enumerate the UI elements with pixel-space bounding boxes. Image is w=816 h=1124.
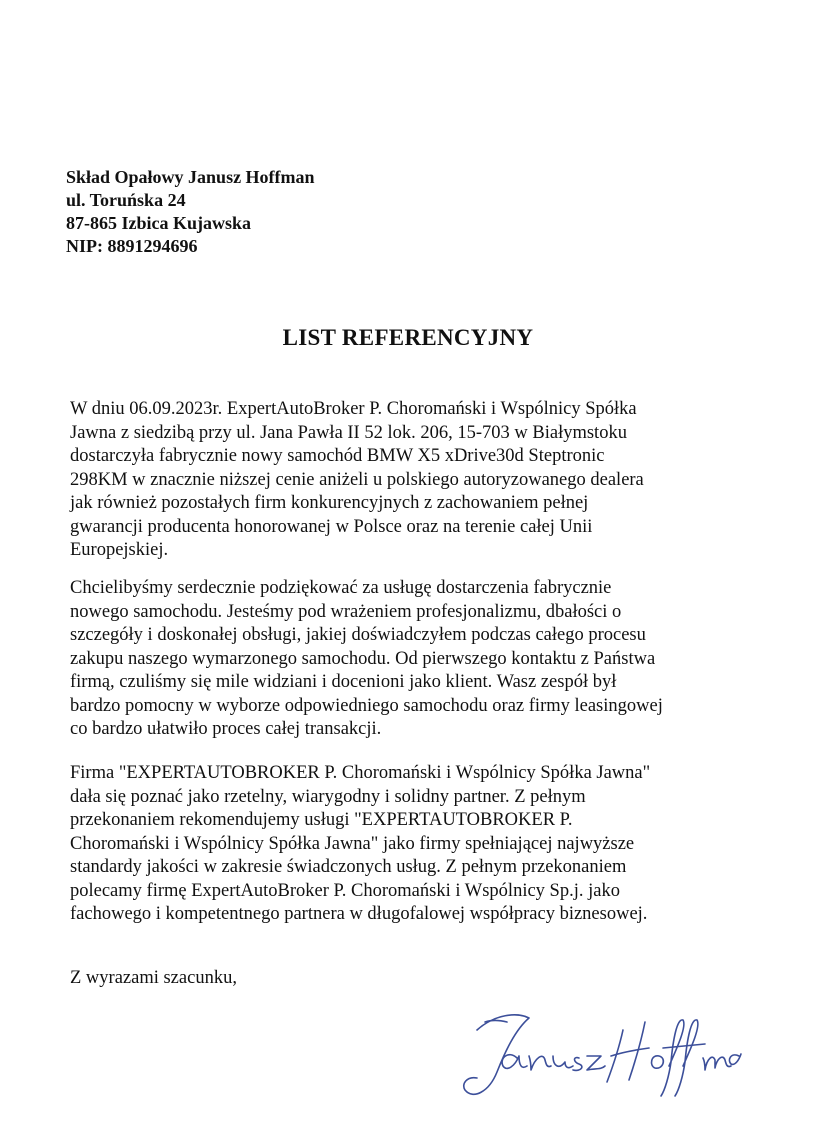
- handwritten-signature: [455, 1000, 745, 1105]
- paragraph-line: bardzo pomocny w wyborze odpowiedniego samochodu oraz firmy leasingowej: [70, 695, 663, 716]
- paragraph-line: dostarczyła fabrycznie nowy samochód BMW X5 xDrive30d Steptronic: [70, 446, 605, 466]
- sender-name: Skład Opałowy Janusz Hoffman: [66, 167, 315, 187]
- paragraph-line: Jawna z siedzibą przy ul. Jana Pawła II 52 lok. 206, 15-703 w Białymstoku: [70, 422, 627, 443]
- paragraph-line: dała się poznać jako rzetelny, wiarygodny i solidny partner. Z pełnym: [70, 786, 586, 807]
- paragraph-line: Firma "EXPERTAUTOBROKER P. Choromański i Wspólnicy Spółka Jawna": [70, 763, 651, 783]
- sender-street: ul. Toruńska 24: [66, 190, 186, 210]
- letter-title: LIST REFERENCYJNY: [282, 325, 534, 350]
- paragraph-line: Choromański i Wspólnicy Spółka Jawna" jako firmy spełniającej najwyższe: [70, 833, 635, 854]
- paragraph-line: co bardzo ułatwiło proces całej transakcji.: [70, 719, 382, 739]
- paragraph-line: standardy jakości w zakresie świadczonych usług. Z pełnym przekonaniem: [70, 857, 627, 877]
- paragraph-line: 298KM w znacznie niższej cenie aniżeli u polskiego autoryzowanego dealera: [70, 469, 644, 490]
- paragraph-line: fachowego i kompetentnego partnera w długofalowej współpracy biznesowej.: [70, 904, 648, 924]
- paragraph-line: jak również pozostałych firm konkurencyjnych z zachowaniem pełnej: [70, 493, 589, 513]
- paragraph-1: [70, 398, 644, 563]
- closing-salutation: Z wyrazami szacunku,: [70, 968, 237, 988]
- sender-block: [66, 166, 315, 258]
- paragraph-line: zakupu naszego wymarzonego samochodu. Od pierwszego kontaktu z Państwa: [70, 648, 656, 669]
- paragraph-line: przekonaniem rekomendujemy usługi "EXPERTAUTOBROKER P.: [70, 810, 573, 830]
- sender-city: 87-865 Izbica Kujawska: [66, 213, 252, 233]
- paragraph-line: szczegóły i doskonałej obsługi, jakiej doświadczyłem podczas całego procesu: [70, 625, 646, 645]
- paragraph-3: [70, 762, 650, 927]
- paragraph-2: [70, 577, 663, 742]
- paragraph-line: nowego samochodu. Jesteśmy pod wrażeniem profesjonalizmu, dbałości o: [70, 601, 622, 622]
- paragraph-line: W dniu 06.09.2023r. ExpertAutoBroker P. Choromański i Wspólnicy Spółka: [70, 399, 637, 419]
- paragraph-line: gwarancji producenta honorowanej w Polsce oraz na terenie całej Unii: [70, 516, 593, 537]
- signature-strokes: [464, 1015, 741, 1096]
- paragraph-line: Chcielibyśmy serdecznie podziękować za usługę dostarczenia fabrycznie: [70, 578, 612, 598]
- paragraph-line: polecamy firmę ExpertAutoBroker P. Choromański i Wspólnicy Sp.j. jako: [70, 880, 620, 901]
- paragraph-line: Europejskiej.: [70, 540, 169, 560]
- sender-nip: NIP: 8891294696: [66, 236, 198, 256]
- paragraph-line: firmą, czuliśmy się mile widziani i docenioni jako klient. Wasz zespół był: [70, 672, 617, 692]
